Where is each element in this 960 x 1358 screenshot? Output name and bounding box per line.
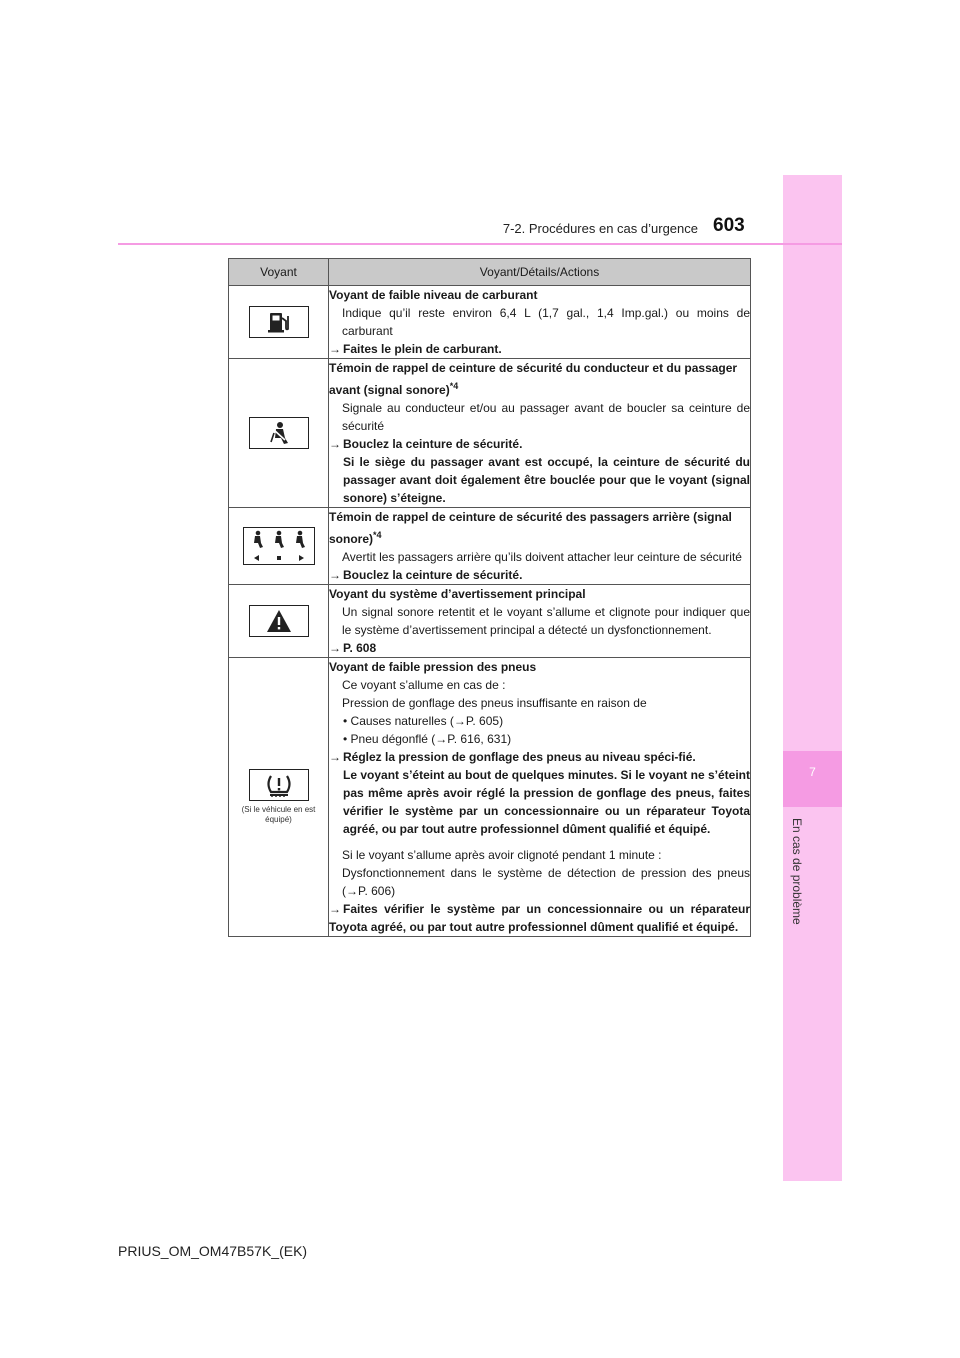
indicator-title: Témoin de rappel de ceinture de sécurité du conducteur et du passager avant (signal sonore)$^{*4}$ bbox=[329, 361, 738, 397]
indicator-table bbox=[228, 258, 751, 937]
details-cell bbox=[329, 508, 751, 585]
details-cell bbox=[329, 585, 751, 658]
indicator-action: → Faites le plein de carburant. bbox=[329, 342, 502, 356]
indicator-description: Indique qu’il reste environ 6,4 L (1,7 gal., 1,4 Imp.gal.) ou moins de carburant bbox=[342, 306, 750, 338]
chapter-number: 7 bbox=[809, 765, 816, 779]
table-header-row bbox=[229, 259, 751, 286]
indicator-description: Si le voyant s’allume après avoir clignoté pendant 1 minute : bbox=[342, 848, 662, 862]
indicator-title: Voyant de faible niveau de carburant bbox=[329, 288, 538, 302]
tire-pressure-icon bbox=[249, 769, 309, 801]
indicator-description: Signale au conducteur et/ou au passager avant de boucler sa ceinture de sécurité bbox=[342, 401, 750, 433]
page-number: 603 bbox=[713, 215, 745, 236]
details-cell bbox=[329, 658, 751, 937]
indicator-description: Avertit les passagers arrière qu’ils doivent attacher leur ceinture de sécurité bbox=[342, 550, 742, 564]
indicator-description: Un signal sonore retentit et le voyant s’allume et clignote pour indiquer que le système d’avertissement principal a détecté un dysfonctionnement. bbox=[342, 605, 750, 637]
seatbelt-icon bbox=[249, 417, 309, 449]
indicator-description: Pression de gonflage des pneus insuffisante en raison de bbox=[342, 696, 647, 710]
section-title: 7-2. Procédures en cas d’urgence bbox=[502, 221, 698, 236]
chapter-title: En cas de problème bbox=[790, 818, 804, 925]
table-row bbox=[229, 508, 751, 585]
indicator-action: → Bouclez la ceinture de sécurité. bbox=[329, 568, 523, 582]
details-cell bbox=[329, 286, 751, 359]
indicator-action: → Réglez la pression de gonflage des pneus au niveau spéci-fié. bbox=[329, 750, 696, 764]
indicator-description: Dysfonctionnement dans le système de détection de pression des pneus (→P. 606) bbox=[342, 866, 750, 898]
details-cell bbox=[329, 359, 751, 508]
chapter-side-tab bbox=[783, 175, 842, 1181]
indicator-cell bbox=[229, 658, 329, 937]
list-item: • Causes naturelles (→P. 605) bbox=[343, 714, 504, 728]
rear-seatbelts-icon bbox=[243, 527, 315, 565]
icon-note: (Si le véhicule en est équipé) bbox=[241, 805, 316, 824]
table-row bbox=[229, 585, 751, 658]
warning-triangle-icon bbox=[249, 605, 309, 637]
indicator-action: → Faites vérifier le système par un concessionnaire ou un réparateur Toyota agréé, ou par tout autre professionnel dûment qualifié et équipé. bbox=[329, 902, 750, 934]
column-header-details: Voyant/Détails/Actions bbox=[329, 259, 751, 286]
indicator-cell bbox=[229, 585, 329, 658]
indicator-action-note: Si le siège du passager avant est occupé, la ceinture de sécurité du passager avant doit également être bouclée pour que le voyant (signal sonore) s’éteigne. bbox=[343, 455, 750, 505]
indicator-cell bbox=[229, 359, 329, 508]
indicator-title: Témoin de rappel de ceinture de sécurité des passagers arrière (signal sonore)$^{*4}$ bbox=[329, 510, 732, 546]
header-divider bbox=[118, 243, 842, 245]
document-code: PRIUS_OM_OM47B57K_(EK) bbox=[118, 1243, 308, 1259]
indicator-action-note: Le voyant s’éteint au bout de quelques minutes. Si le voyant ne s’éteint pas même après avoir réglé la pression de gonflage des pneus, faites vérifier le système par un concessionnaire ou un réparateur Toyota agréé, ou par tout autre professionnel dûment qualifié et équipé. bbox=[343, 768, 750, 836]
table-row bbox=[229, 359, 751, 508]
list-item: • Pneu dégonflé (→P. 616, 631) bbox=[343, 732, 512, 746]
indicator-title: Voyant de faible pression des pneus bbox=[329, 660, 537, 674]
indicator-title: Voyant du système d’avertissement principal bbox=[329, 587, 586, 601]
indicator-description: Ce voyant s’allume en cas de : bbox=[342, 678, 506, 692]
indicator-action: → Bouclez la ceinture de sécurité. bbox=[329, 437, 523, 451]
column-header-indicator: Voyant bbox=[229, 259, 329, 286]
indicator-cell bbox=[229, 508, 329, 585]
chapter-number-tab bbox=[783, 751, 842, 807]
table-row bbox=[229, 658, 751, 937]
fuel-pump-icon bbox=[249, 306, 309, 338]
indicator-cell bbox=[229, 286, 329, 359]
table-row bbox=[229, 286, 751, 359]
indicator-action: → P. 608 bbox=[329, 641, 377, 655]
